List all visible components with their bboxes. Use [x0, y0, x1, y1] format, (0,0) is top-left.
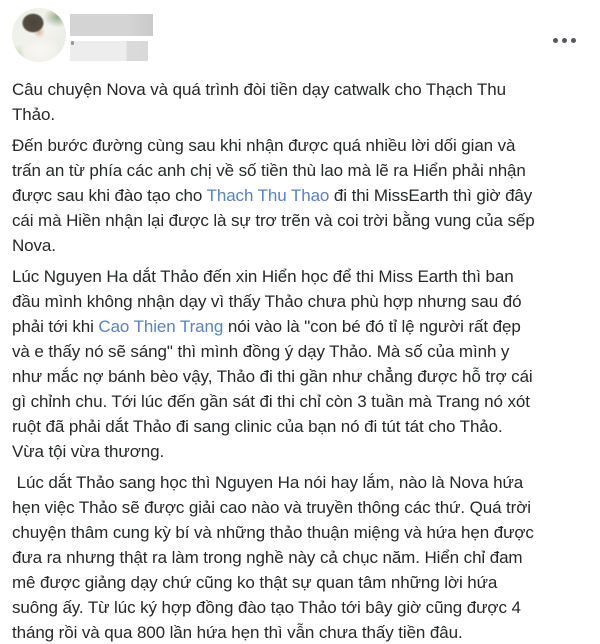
post-text	[12, 77, 588, 644]
text-segment: tháng rồi và qua 800 lần hứa hẹn thì vẫn chưa thấy tiền đâu.	[12, 623, 463, 642]
text-segment: đi thi MissEarth thì giờ đây	[329, 186, 533, 205]
blur-artifact	[71, 41, 74, 45]
avatar[interactable]	[12, 8, 66, 62]
text-segment: được sau khi đào tạo cho	[12, 186, 207, 205]
mention-link[interactable]: Cao Thien Trang	[98, 317, 224, 336]
text-line	[12, 620, 588, 644]
text-line	[12, 520, 588, 545]
text-line	[12, 495, 588, 520]
text-segment: Nova.	[12, 236, 56, 255]
text-segment: Lúc Nguyen Ha dắt Thảo đến xin Hiển học để thi Miss Earth thì ban	[12, 267, 514, 286]
paragraph	[12, 77, 588, 127]
text-line	[12, 364, 588, 389]
text-segment: mê được giảng dạy chứ cũng ko thật sự quan tâm những lời hứa	[12, 573, 498, 592]
text-segment: Thảo.	[12, 105, 55, 124]
mention-link[interactable]: Thach Thu Thao	[206, 186, 330, 205]
text-line	[12, 314, 588, 339]
text-line	[12, 158, 588, 183]
text-segment: Câu chuyện Nova và quá trình đòi tiền dạy catwalk cho Thạch Thu	[12, 80, 506, 99]
text-line	[12, 595, 588, 620]
post-header	[12, 8, 588, 62]
paragraph	[12, 264, 588, 464]
author-name-blur-bar	[70, 14, 153, 36]
text-segment: suông ấy. Từ lúc ký hợp đồng đào tạo Thảo tới bây giờ cũng được 4	[12, 598, 521, 617]
author-subtext-blur-bar	[70, 41, 148, 61]
text-line	[12, 439, 588, 464]
text-segment: hẹn việc Thảo sẽ được giải cao nào và truyền thông các thứ. Quá trời	[12, 498, 531, 517]
text-line	[12, 208, 588, 233]
text-segment: đưa ra nhưng thật ra làm trong nghề này cả chục năm. Hiển chỉ đam	[12, 548, 523, 567]
text-line	[12, 183, 588, 208]
text-line	[12, 289, 588, 314]
text-segment: và e thấy nó sẽ sáng" thì mình đồng ý dạy Thảo. Mà số của mình y	[12, 342, 510, 361]
text-line	[12, 570, 588, 595]
text-segment: Lúc dắt Thảo sang học thì Nguyen Ha nói hay lắm, nào là Nova hứa	[12, 473, 524, 492]
text-segment: ruột đã phải dắt Thảo đi sang clinic của bạn nó đi tút tát cho Thảo.	[12, 417, 503, 436]
text-segment: gì chỉnh chu. Tới lúc đến gần sát đi thi chỉ còn 3 tuần mà Trang nó xót	[12, 392, 530, 411]
text-segment: Đến bước đường cùng sau khi nhận được quá nhiều lời dối gian và	[12, 136, 516, 155]
text-segment: phải tới khi	[12, 317, 99, 336]
text-line	[12, 233, 588, 258]
ellipsis-icon	[571, 38, 576, 43]
text-line	[12, 545, 588, 570]
text-segment: đầu mình không nhận dạy vì thấy Thảo chưa phù hợp nhưng sau đó	[12, 292, 522, 311]
text-line	[12, 133, 588, 158]
text-segment: như mắc nợ bánh bèo vậy, Thảo đi thi gần như chẳng được hỗ trợ cái	[12, 367, 533, 386]
ellipsis-icon	[562, 38, 567, 43]
text-line	[12, 264, 588, 289]
paragraph	[12, 470, 588, 644]
text-segment: nói vào là "con bé đó tỉ lệ người rất đẹp	[223, 317, 521, 336]
text-segment: Vừa tội vừa thương.	[12, 442, 165, 461]
text-line	[12, 470, 588, 495]
text-segment: chuyện thâm cung kỳ bí và những thảo thuận miệng và hứa hẹn được	[12, 523, 534, 542]
text-line	[12, 339, 588, 364]
text-segment: trấn an từ phía các anh chị về số tiền thù lao mà lẽ ra Hiển phải nhận	[12, 161, 526, 180]
paragraph	[12, 133, 588, 258]
author-name-blurred[interactable]	[70, 8, 166, 62]
ellipsis-icon	[553, 38, 558, 43]
text-segment: cái mà Hiền nhận lại được là sự trơ trẽn và coi trời bằng vung của sếp	[12, 211, 535, 230]
more-options-button[interactable]	[542, 30, 576, 50]
text-line	[12, 102, 588, 127]
text-line	[12, 77, 588, 102]
text-line	[12, 414, 588, 439]
text-line	[12, 389, 588, 414]
